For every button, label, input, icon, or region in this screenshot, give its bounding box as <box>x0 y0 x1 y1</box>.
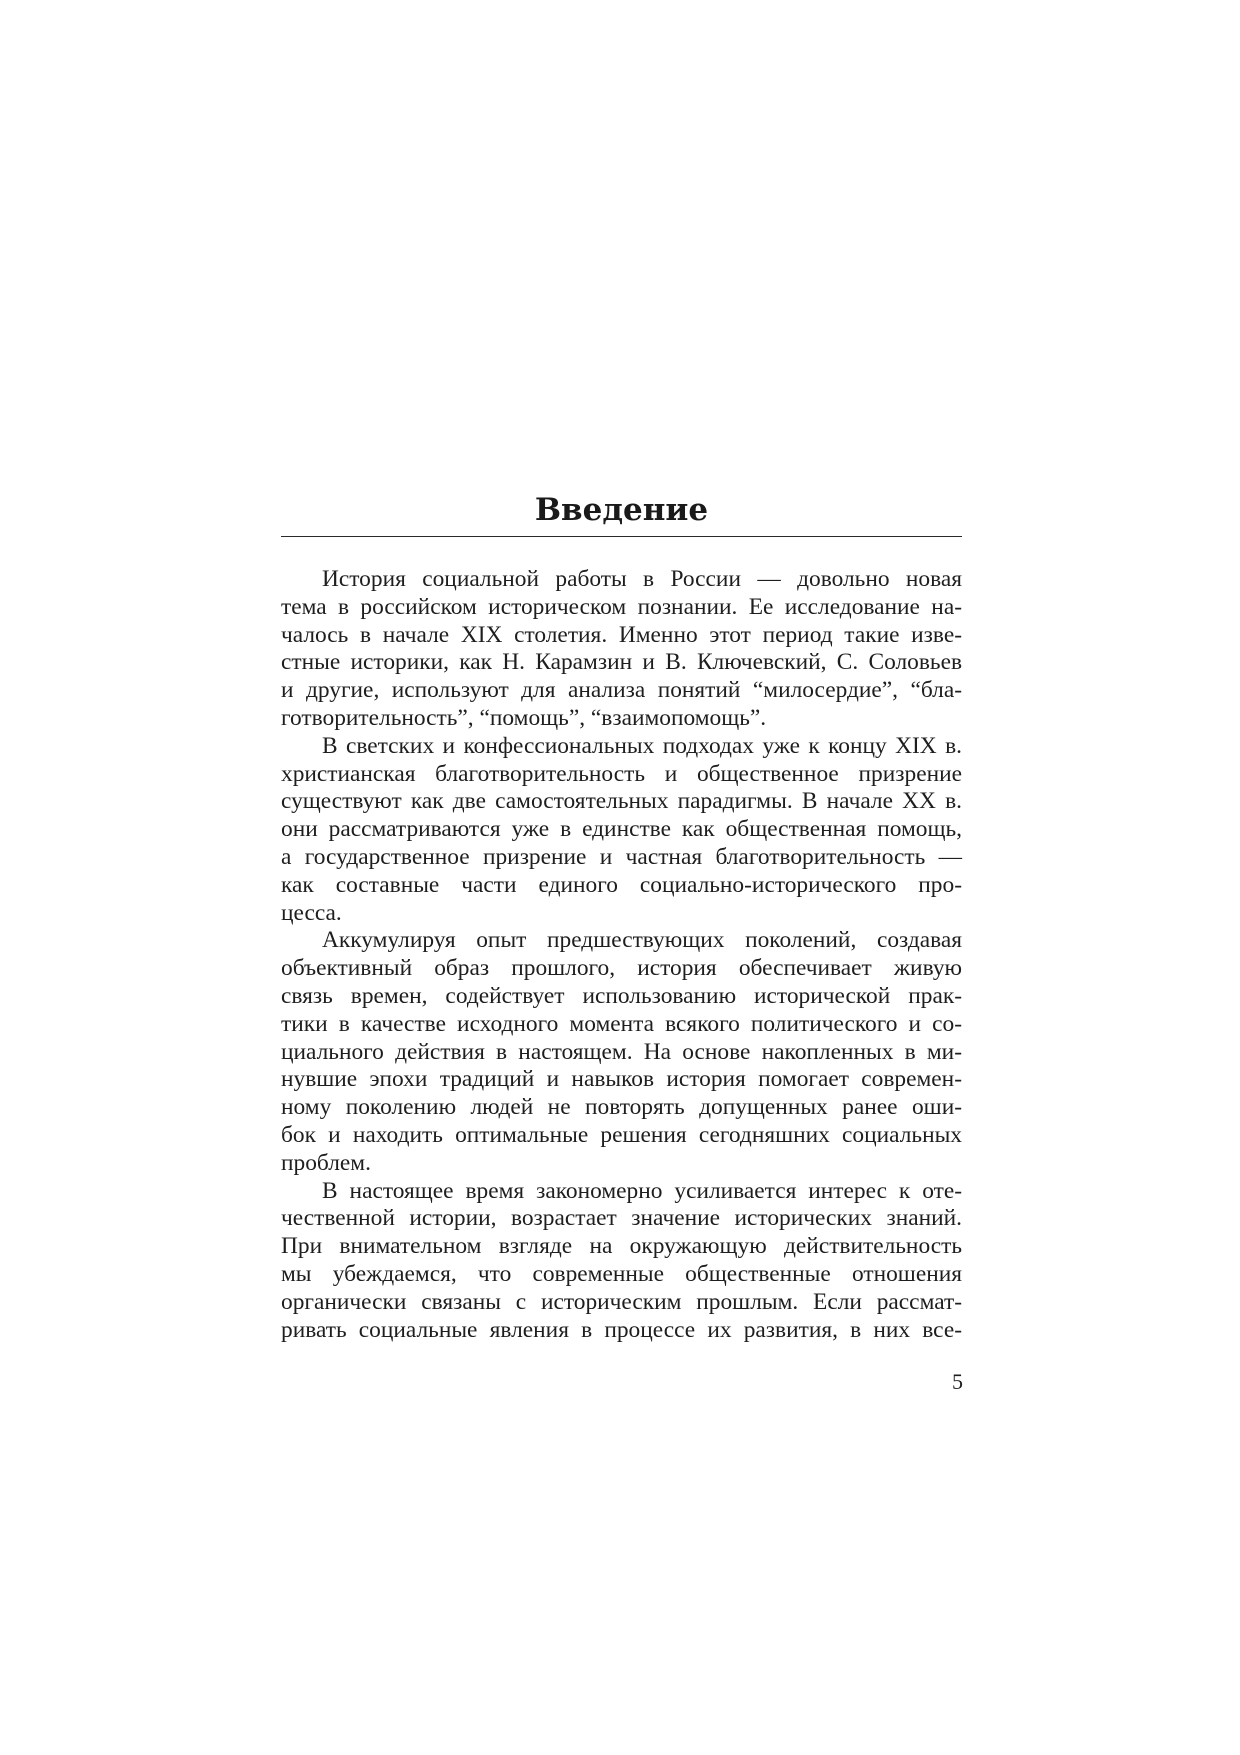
text-line: В светских и конфессиональных подходах уже к концу XIX в. <box>322 732 962 759</box>
text-line: и другие, используют для анализа понятий “милосердие”, “бла- <box>281 677 962 704</box>
text-line: органически связаны с историческим прошлым. Если рассмат- <box>281 1288 962 1315</box>
text-line: История социальной работы в России — довольно новая <box>322 566 962 592</box>
text-line: цесса. <box>281 899 342 926</box>
chapter-title: Введение <box>534 492 709 528</box>
text-line: чалось в начале XIX столетия. Именно этот период такие изве- <box>281 621 962 648</box>
text-line: мы убеждаемся, что современные общественные отношения <box>281 1260 962 1287</box>
text-line: как составные части единого социально-исторического про- <box>281 871 962 898</box>
text-line: чественной истории, возрастает значение исторических знаний. <box>281 1205 962 1232</box>
text-line: объективный образ прошлого, история обеспечивает живую <box>281 955 962 982</box>
body-text <box>281 566 962 1344</box>
text-line: а государственное призрение и частная благотворительность — <box>281 843 962 870</box>
paragraph-3 <box>281 927 962 1177</box>
paragraph-1 <box>281 566 962 733</box>
text-line: нувшие эпохи традиций и навыков история помогает современ- <box>281 1066 962 1093</box>
text-line: Аккумулируя опыт предшествующих поколений, создавая <box>322 927 962 954</box>
text-line: связь времен, содействует использованию исторической прак- <box>281 982 962 1009</box>
text-line: стные историки, как Н. Карамзин и В. Ключевский, С. Соловьев <box>281 649 962 676</box>
title-underline-divider <box>281 536 962 537</box>
text-line: бок и находить оптимальные решения сегодняшних социальных <box>281 1121 962 1148</box>
text-block <box>281 488 962 1344</box>
text-line: проблем. <box>281 1149 371 1176</box>
text-line: ривать социальные явления в процессе их развития, в них все- <box>281 1316 962 1343</box>
page-number: 5 <box>952 1369 963 1394</box>
text-line: существуют как две самостоятельных парадигмы. В начале XX в. <box>281 788 962 815</box>
text-line: христианская благотворительность и общественное призрение <box>281 760 962 787</box>
text-line: они рассматриваются уже в единстве как общественная помощь, <box>281 816 962 843</box>
text-line: тема в российском историческом познании. Ее исследование на- <box>281 593 962 620</box>
text-line: тики в качестве исходного момента всякого политического и со- <box>281 1010 962 1037</box>
paragraph-4 <box>281 1178 962 1345</box>
paragraph-2 <box>281 733 962 928</box>
text-line: ному поколению людей не повторять допущенных ранее оши- <box>281 1094 962 1121</box>
text-line: циального действия в настоящем. На основе накопленных в ми- <box>281 1038 962 1065</box>
text-line: В настоящее время закономерно усиливается интерес к оте- <box>322 1177 962 1204</box>
text-line: При внимательном взгляде на окружающую действительность <box>281 1233 962 1260</box>
text-line: готворительность”, “помощь”, “взаимопомощь”. <box>281 704 767 731</box>
